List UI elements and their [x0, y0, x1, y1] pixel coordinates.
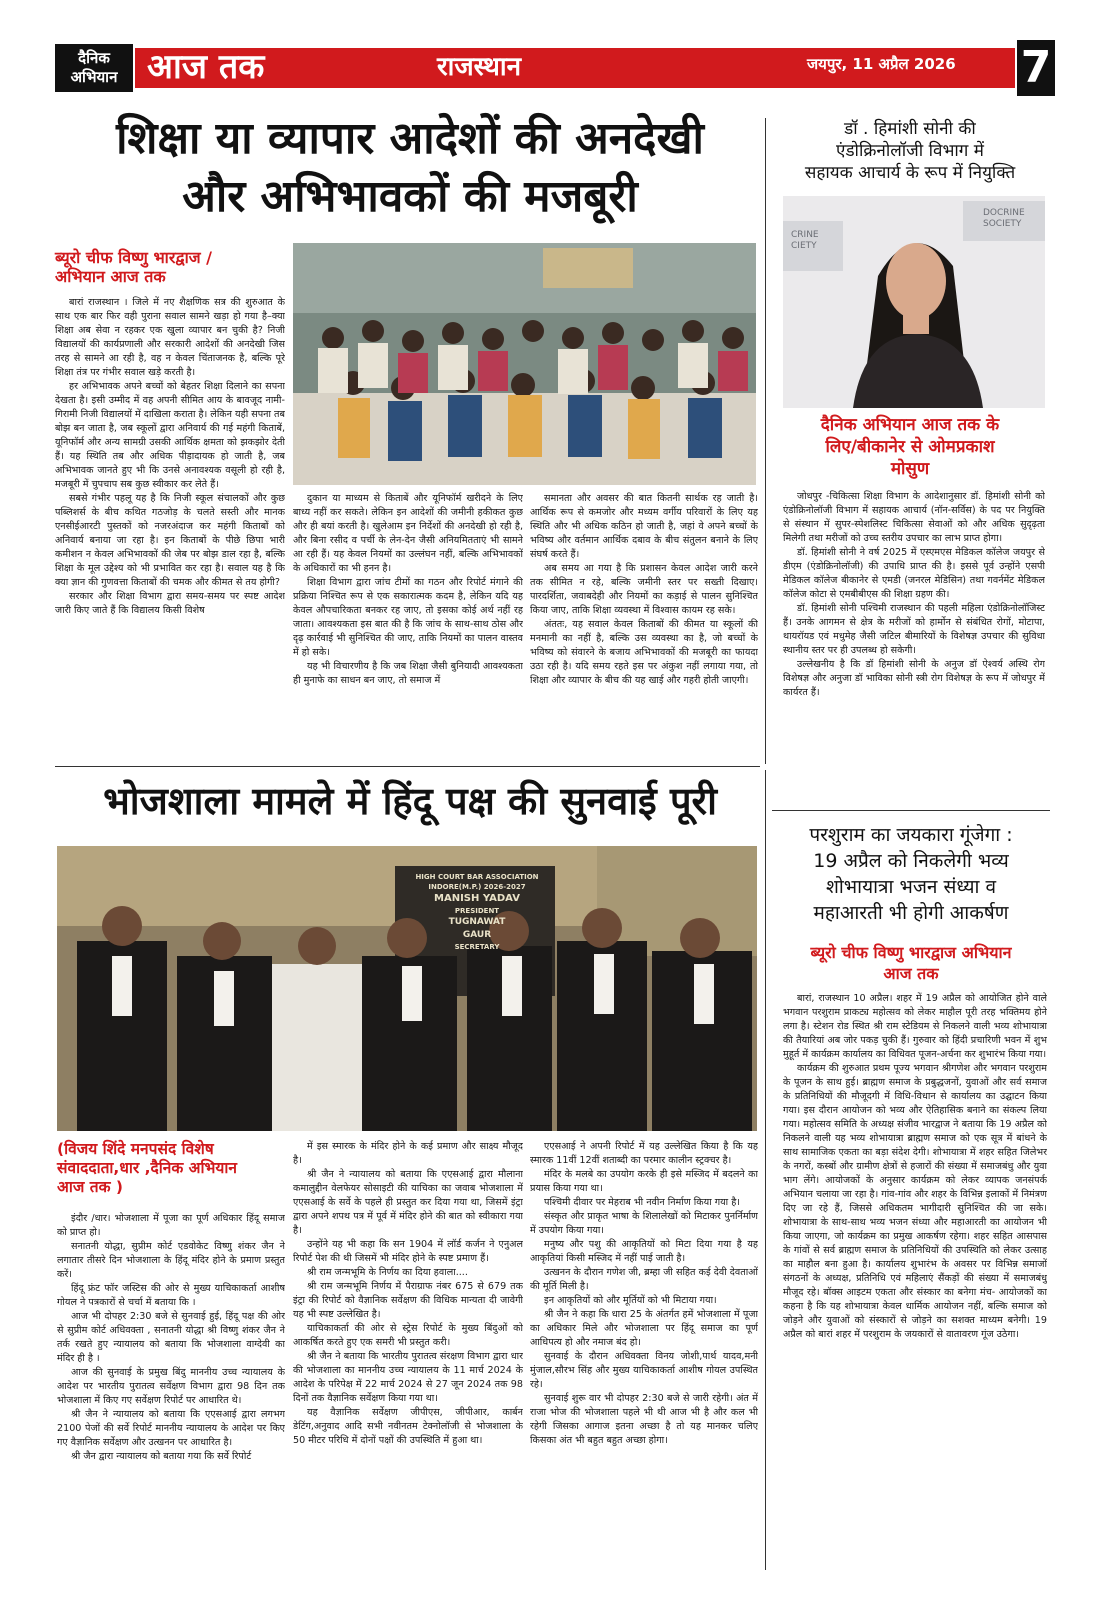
byline-line: दैनिक अभियान आज तक के: [820, 415, 1000, 435]
paragraph: पश्चिमी दीवार पर मेहराब भी नवीन निर्माण किया गया है।: [544, 1197, 740, 1208]
article2-headline: भोजशाला मामले में हिंदू पक्ष की सुनवाई पूरी: [103, 779, 717, 823]
section-divider: [772, 810, 1050, 811]
sidebar2-body: [783, 992, 1047, 1574]
paragraph: श्री जैन द्वारा न्यायालय को बताया गया कि सर्वे रिपोर्ट: [71, 1451, 252, 1462]
article1-headline: [55, 110, 765, 226]
protest-photo: [293, 243, 756, 485]
paragraph: श्री जैन ने बताया कि भारतीय पुरातत्व संरक्षण विभाग द्वारा धार की भोजशाला का माननीय उच्च न्यायालय के 11 मार्च 2024 के आदेश के परिपेक्ष में 22 मार्च 2024 से 27 जून 2024 तक 98 दिनों तक वैज्ञानिक सर्वेक्षण किया गया था।: [293, 1351, 523, 1404]
paragraph: डॉ. हिमांशी सोनी पश्चिमी राजस्थान की पहली महिला एंडोक्रिनोलॉजिस्ट हैं। उनके आगमन से क्षेत्र के मरीजों को हार्मोन से संबंधित रोगों, मोटापा, थायरॉयड एवं मधुमेह जैसी जटिल बीमारियों के विशेषज्ञ उपचार की सुविधा स्थानीय स्तर पर ही उपलब्ध हो सकेगी।: [783, 603, 1045, 656]
headline-line: परशुराम का जयकारा गूंजेगा :: [809, 824, 1013, 846]
paragraph: सनातनी योद्धा, सुप्रीम कोर्ट एडवोकेट विष्णु शंकर जैन ने लगातार तीसरे दिन भोजशाला के हिंदू मंदिर होने के प्रमाण प्रस्तुत करें।: [57, 1241, 285, 1280]
sign-line: INDORE(M.P.) 2026-2027: [428, 883, 526, 891]
byline-line: (विजय शिंदे मनपसंद विशेष: [57, 1140, 214, 1158]
bar-association-signboard: [402, 872, 552, 952]
paragraph: संस्कृत और प्राकृत भाषा के शिलालेखों को मिटाकर पुनर्निर्माण में उपयोग किया गया।: [530, 1211, 758, 1236]
protest-photo-graphic: [293, 243, 756, 485]
paragraph: श्री जैन ने न्यायालय को बताया कि एएसआई द्वारा लगभग 2100 पेजों की सर्वे रिपोर्ट माननीय न्यायालय के आदेश पर किए गए वैज्ञानिक सर्वेक्षण और उत्खनन पर आधारित है।: [57, 1409, 285, 1448]
sidebar2-byline: [775, 942, 1047, 984]
brand-line1: दैनिक: [78, 49, 110, 67]
sidebar2-headline: [775, 822, 1047, 926]
sign-line: TUGNAWAT: [448, 917, 506, 927]
byline-line: लिए/बीकानेर से ओमप्रकाश: [825, 437, 995, 457]
paragraph: दुकान या माध्यम से किताबें और यूनिफॉर्म खरीदने के लिए बाध्य नहीं कर सकते। लेकिन इन आदेशों की जमीनी हकीकत कुछ और ही बयां करती है। खुलेआम इन निर्देशों की अनदेखी हो रही है, और बिना रसीद व पर्ची के लेन-देन जैसी अनियमितताएं भी सामने आ रही हैं। यह केवल नियमों का उल्लंघन नहीं, बल्कि अभिभावकों के अधिकारों का भी हनन है।: [293, 493, 523, 574]
doctor-portrait-photo: [783, 196, 1045, 408]
section-divider: [55, 766, 760, 767]
brand-logo: [55, 44, 133, 92]
backdrop-line: SOCIETY: [983, 219, 1022, 229]
paragraph: मंदिर के मलबे का उपयोग करके ही इसे मस्जिद में बदलने का प्रयास किया गया था।: [530, 1169, 758, 1194]
paragraph: अंततः, यह सवाल केवल किताबों की कीमत या स्कूलों की मनमानी का नहीं है, बल्कि उस व्यवस्था का है, जो बच्चों के भविष्य को संवारने के बजाय अभिभावकों की मजबूरी का फायदा उठा रही है। यदि समय रहते इस पर अंकुश नहीं लगाया गया, तो शिक्षा और व्यापार के बीच की यह खाई और गहरी होती जाएगी।: [530, 619, 758, 686]
byline-line: ब्यूरो चीफ विष्णु भारद्वाज अभियान: [810, 943, 1012, 962]
paragraph: श्री राम जन्मभूमि निर्णय में पैराग्राफ नंबर 675 से 679 तक इंट्रा की रिपोर्ट को वैज्ञानिक सर्वेक्षण की विधिक मान्यता दी जावेगी यह भी स्पष्ट उल्लेखित है।: [293, 1281, 523, 1320]
paragraph: शिक्षा विभाग द्वारा जांच टीमों का गठन और रिपोर्ट मंगाने की प्रक्रिया निश्चित रूप से एक सकारात्मक कदम है, लेकिन यदि यह केवल औपचारिकता बनकर रह जाए, तो इसका कोई अर्थ नहीं रह जाता। आवश्यकता इस बात की है कि जांच के साथ-साथ ठोस और दृढ़ कार्रवाई भी सुनिश्चित की जाए, ताकि नियमों का पालन वास्तव में हो सके।: [293, 577, 523, 658]
paragraph: में इस स्मारक के मंदिर होने के कई प्रमाण और साक्ष्य मौजूद है।: [293, 1141, 523, 1166]
paragraph: समानता और अवसर की बात कितनी सार्थक रह जाती है। आर्थिक रूप से कमजोर और मध्यम वर्गीय परिवारों के लिए यह स्थिति और भी अधिक कठिन हो जाती है, जहां वे अपने बच्चों के भविष्य और वर्तमान आर्थिक दबाव के बीच संतुलन बनाने के लिए संघर्ष करते हैं।: [530, 493, 758, 560]
section-name: राजस्थान: [437, 52, 522, 82]
backdrop-line: CIETY: [791, 241, 817, 251]
paragraph: डॉ. हिमांशी सोनी ने वर्ष 2025 में एस्‍एमएस मेडिकल कॉलेज जयपुर से डीएम (एंडोक्रिनोलॉजी) की उपाधि प्राप्त की है। इससे पूर्व उन्होंने एसपी मेडिकल कॉलेज बीकानेर से एमडी (जनरल मेडिसिन) तथा गवर्नमेंट मेडिकल कॉलेज कोटा से एमबीबीएस की शिक्षा ग्रहण की।: [783, 547, 1045, 600]
paragraph: इंदौर /धार। भोजशाला में पूजा का पूर्ण अधिकार हिंदू समाज को प्राप्त हो।: [57, 1213, 285, 1238]
brand-name: आज तक: [147, 47, 265, 87]
paragraph: हर अभिभावक अपने बच्चों को बेहतर शिक्षा दिलाने का सपना देखता है। इसी उम्मीद में वह अपनी सीमित आय के बावजूद नामी-गिरामी निजी विद्यालयों में दाखिला कराता है। लेकिन यही सपना तब बोझ बन जाता है, जब स्कूलों द्वारा अनिवार्य की गई महंगी किताबें, यूनिफॉर्म और अन्य सामग्री उसकी आर्थिक क्षमता को झकझोर देती हैं। यह स्थिति तब और अधिक पीड़ादायक हो जाती है, जब अभिभावक जानते हुए भी कि उनसे अनावश्यक वसूली हो रही है, मजबूरी में चुपचाप सब कुछ स्वीकार कर लेते हैं।: [55, 381, 285, 490]
paragraph: उत्खनन के दौरान गणेश जी, ब्रम्हा जी सहित कई देवी देवताओं की मूर्ति मिली है।: [530, 1267, 758, 1292]
paragraph: उन्होंने यह भी कहा कि सन 1904 में लॉर्ड कर्जन ने एनुअल रिपोर्ट पेश की थी जिसमें भी मंदिर होने के स्पष्ट प्रमाण हैं।: [293, 1239, 523, 1264]
article2-column-1: [57, 1212, 285, 1574]
paragraph: सबसे गंभीर पहलू यह है कि निजी स्कूल संचालकों और कुछ पब्लिशर्स के बीच कथित गठजोड़ के चलते सस्ती और मानक एनसीईआरटी पुस्तकों को नजरअंदाज कर महंगी किताबों को अनिवार्य बनाया जा रहा है। इन किताबों के पीछे छिपा भारी कमीशन न केवल अभिभावकों की जेब पर बोझ डाल रहा है, बल्कि शिक्षा के मूल उद्देश्य को भी प्रभावित कर रहा है। सवाल यह है कि क्या ज्ञान की गुणवत्ता किताबों की चमक और कीमत से तय होगी?: [55, 493, 285, 588]
backdrop-line: CRINE: [791, 230, 819, 240]
column-rule: [765, 118, 766, 764]
article1-column-2: [293, 492, 523, 764]
byline-line: अभियान आज तक: [55, 267, 166, 286]
page-number: 7: [1017, 40, 1055, 96]
article1-column-3: [530, 492, 758, 764]
article2-byline: [57, 1140, 287, 1197]
byline-line: आज तक: [883, 964, 939, 983]
paragraph: मनुष्य और पशु की आकृतियों को मिटा दिया गया है यह आकृतियां किसी मस्जिद में नहीं पाई जाती है।: [530, 1239, 758, 1264]
paragraph: श्री जैन ने कहा कि धारा 25 के अंतर्गत हमें भोजशाला में पूजा का अधिकार मिले और भोजशाला पर हिंदू समाज का पूर्ण आधिपत्य हो और नमाज बंद हो।: [530, 1309, 758, 1348]
paragraph: याचिकाकर्ता की ओर से स्‍ट्रेस रिपोर्ट के मुख्य बिंदुओं को आकर्षित करते हुए एक समरी भी प्रस्तुत करी।: [293, 1323, 523, 1348]
headline-line: सहायक आचार्य के रूप में नियुक्ति: [804, 163, 1016, 183]
paragraph: यह वैज्ञानिक सर्वेक्षण जीपीएस, जीपीआर, कार्बन डेटिंग,अनुवाद आदि सभी नवीनतम टेक्नोलॉजी से भोजशाला के 50 मीटर परिधि में दोनों पक्षों की उपस्थिति में हुआ था।: [293, 1407, 523, 1446]
headline-line: एंडोक्रिनोलॉजी विभाग में: [836, 141, 984, 161]
column-rule: [765, 770, 766, 1570]
dateline: जयपुर, 11 अप्रैल 2026: [807, 55, 956, 73]
backdrop-line: DOCRINE: [983, 208, 1025, 218]
byline-line: ब्यूरो चीफ विष्णु भारद्वाज /: [55, 248, 213, 267]
photo-backdrop-text: [983, 208, 1025, 230]
paragraph: सुनवाई शुरू वार भी दोपहर 2:30 बजे से जारी रहेगी। अंत में राजा भोज की भोजशाला पहले भी थी आज भी है और कल भी रहेगी जिसका आगाज इतना अच्छा है तो यह मानकर चलिए किसका अंत भी बहुत बहुत अच्छा होगा।: [530, 1393, 758, 1446]
sign-line: SECRETARY: [454, 943, 500, 951]
article1-column-1: [55, 296, 285, 766]
paragraph: बारां, राजस्थान 10 अप्रैल। शहर में 19 अप्रैल को आयोजित होने वाले भगवान परशुराम प्राकट्य महोत्सव को लेकर माहौल पूरी तरह भक्तिमय होने लगा है। स्टेशन रोड स्थित श्री राम स्टेडियम से निकलने वाली भव्य शोभायात्रा की तैयारियां अब जोर पकड़ चुकी हैं। गुरुवार को हिंदी प्रचारिणी भवन में शुभ मुहूर्त में कार्यक्रम कार्यालय का विधिवत पूजन-अर्चना कर शुभारंभ किया गया।: [783, 993, 1047, 1060]
headline-line: 19 अप्रैल को निकलेगी भव्य: [813, 850, 1009, 872]
paragraph: कार्यक्रम की शुरुआत प्रथम पूज्य भगवान श्रीगणेश और भगवान परशुराम के पूजन के साथ हुई। ब्राह्मण समाज के प्रबुद्धजनों, युवाओं और सर्व समाज के प्रतिनिधियों की मौजूदगी में विधि-विधान से कार्यालय का उद्घाटन किया गया। इस दौरान आयोजन को भव्य और ऐतिहासिक बनाने का संकल्प लिया गया। महोत्सव समिति के अध्यक्ष संजीव भारद्वाज ने बताया कि 19 अप्रैल को निकलने वाली यह भव्य शोभायात्रा ब्राह्मण समाज को एक सूत्र में बांधने के साथ सामाजिक एकता का बड़ा संदेश देगी। शोभायात्रा में शहर सहित जिलेभर के नगरों, कस्बों और ग्रामीण क्षेत्रों से हजारों की संख्या में समाजबंधु और युवा भाग लेंगे। आयोजकों के अनुसार कार्यक्रम को लेकर व्यापक जनसंपर्क अभियान चलाया जा रहा है। गांव-गांव और शहर के विभिन्न इलाकों में निमंत्रण दिए जा रहे हैं, जिससे अधिकतम भागीदारी सुनिश्चित की जा सके। शोभायात्रा के साथ-साथ भव्य भजन संध्या और महाआरती का आयोजन भी किया जाएगा, जो कार्यक्रम का प्रमुख आकर्षण रहेगा। शहर सहित आसपास के गांवों से सर्व ब्राह्मण समाज के प्रतिनिधियों की उपस्थिति को लेकर उत्साह का माहौल बना हुआ है। कार्यालय शुभारंभ के अवसर पर विभिन्न समाजों संगठनों के अध्यक्ष, प्रतिनिधि एवं महिलाएं सैंकड़ों की संख्या में समाजबंधु मौजूद रहे। बॉक्स आइटम एकता और संस्कार का बनेगा मंच- आयोजकों का कहना है कि यह शोभायात्रा केवल धार्मिक आयोजन नहीं, बल्कि समाज को जोड़ने और युवाओं को संस्कारों से जोड़ने का सशक्त माध्यम बनेगी। 19 अप्रैल को बारां शहर में परशुराम के जयकारों से वातावरण गूंज उठेगा।: [783, 1063, 1047, 1340]
paragraph: श्री जैन ने न्यायालय को बताया कि एएसआई द्वारा मौलाना कमालुद्दीन वेलफेयर सोसाइटी की याचिका का जवाब भोजशाला में एएसआई के सर्वे के पहले ही प्रस्तुत कर दिया गया था, जिसमें इंट्रा द्वारा अपने शपथ पत्र में पूर्व में मंदिर होने की बात को स्वीकारा गया है।: [293, 1169, 523, 1236]
headline-line: शोभायात्रा भजन संध्या व: [825, 876, 997, 898]
photo-backdrop-text: [791, 230, 819, 252]
court-group-photo: [57, 846, 757, 1131]
article1-byline: [55, 248, 285, 286]
headline-line: शिक्षा या व्यापार आदेशों की अनदेखी: [116, 113, 704, 164]
sidebar1-headline: [775, 118, 1045, 184]
sign-line: MANISH YADAV: [434, 893, 520, 904]
paragraph: अब समय आ गया है कि प्रशासन केवल आदेश जारी करने तक सीमित न रहे, बल्कि जमीनी स्तर पर सख्ती दिखाए। पारदर्शिता, जवाबदेही और नियमों का कड़ाई से पालन सुनिश्चित किया जाए, ताकि शिक्षा व्यवस्था में विश्वास कायम रह सके।: [530, 563, 758, 616]
paragraph: आज भी दोपहर 2:30 बजे से सुनवाई हुई, हिंदू पक्ष की ओर से सुप्रीम कोर्ट अधिवक्ता , सनातनी योद्धा श्री विष्णु शंकर जैन ने तर्क रखते हुए न्यायालय को बताया कि भोजशाला वाग्देवी का मंदिर ही है ।: [57, 1311, 285, 1364]
paragraph: एएसआई ने अपनी रिपोर्ट में यह उल्लेखित किया है कि यह स्मारक 11वीं 12वीं शताब्दी का परमार कालीन स्ट्रक्चर है।: [530, 1141, 758, 1166]
sign-line: PRESIDENT: [454, 907, 500, 915]
masthead: [55, 44, 1055, 92]
article2-column-3: [530, 1140, 758, 1574]
sign-line: GAUR: [462, 930, 492, 940]
paragraph: बारां राजस्थान । जिले में नए शैक्षणिक सत्र की शुरुआत के साथ एक बार फिर वही पुराना सवाल सामने खड़ा हो गया है–क्या शिक्षा अब सेवा न रहकर एक खुला व्यापार बन चुकी है? निजी विद्यालयों की कार्यप्रणाली और सरकारी आदेशों की अनदेखी जिस तरह से सामने आ रही है, वह न केवल चिंताजनक है, बल्कि पूरे शिक्षा तंत्र पर गंभीर सवाल खड़े करती है।: [55, 297, 285, 378]
sidebar1-byline: [775, 414, 1045, 480]
headline-line: महाआरती भी होगी आकर्षण: [813, 902, 1009, 924]
paragraph: इन आकृतियों को और मूर्तियों को भी मिटाया गया।: [544, 1295, 717, 1306]
byline-line: आज तक ): [57, 1178, 123, 1196]
sidebar1-body: [783, 490, 1045, 800]
paragraph: जोधपुर -चिकित्सा शिक्षा विभाग के आदेशानुसार डॉ. हिमांशी सोनी को एंडोक्रिनोलॉजी विभाग में सहायक आचार्य (नॉन-सर्विस) के पद पर नियुक्ति से संस्थान में सुपर-स्पेशलिस्ट चिकित्सा सेवाओं को और अधिक सुदृढ़ता मिलेगी तथा मरीजों को उच्च स्तरीय उपचार का लाभ प्राप्त होगा।: [783, 491, 1045, 544]
byline-line: संवाददाता,धार ,दैनिक अभियान: [57, 1159, 238, 1177]
paragraph: यह भी विचारणीय है कि जब शिक्षा जैसी बुनियादी आवश्यकता ही मुनाफे का साधन बन जाए, तो समाज में: [293, 661, 523, 686]
headline-line: और अभिभावकों की मजबूरी: [182, 171, 638, 222]
paragraph: हिंदू फ्रंट फॉर जस्टिस की ओर से मुख्य याचिकाकर्ता आशीष गोयल ने पत्रकारों से चर्चा में बताया कि ।: [57, 1283, 285, 1308]
paragraph: सुनवाई के दौरान अधिवक्ता विनय जोशी,पार्थ यादव,मनी मुंजाल,सौरभ सिंह और मुख्य याचिकाकर्ता आशीष गोयल उपस्थित रहे।: [530, 1351, 758, 1390]
headline-line: डॉ . हिमांशी सोनी की: [844, 119, 976, 139]
paragraph: उल्लेखनीय है कि डॉ हिमांशी सोनी के अनुज डॉ ऐश्वर्य अस्थि रोग विशेषज्ञ और अनुजा डॉ भाविका सोनी स्त्री रोग विशेषज्ञ के रूप में जोधपुर में कार्यरत हैं।: [783, 659, 1045, 698]
paragraph: श्री राम जन्मभूमि के निर्णय का दिया हवाला....: [307, 1267, 468, 1278]
paragraph: सरकार और शिक्षा विभाग द्वारा समय-समय पर स्पष्ट आदेश जारी किए जाते हैं कि विद्यालय किसी विशेष: [55, 591, 285, 616]
article2-column-2: [293, 1140, 523, 1574]
byline-line: मोसुण: [890, 459, 930, 479]
sign-line: HIGH COURT BAR ASSOCIATION: [415, 873, 539, 881]
brand-line2: अभियान: [70, 68, 118, 86]
paragraph: आज की सुनवाई के प्रमुख बिंदु माननीय उच्च न्यायालय के आदेश पर भारतीय पुरातत्व सर्वेक्षण विभाग द्वारा 98 दिन तक भोजशाला में किए गए सर्वेक्षण रिपोर्ट पर आधारित थे।: [57, 1367, 285, 1406]
